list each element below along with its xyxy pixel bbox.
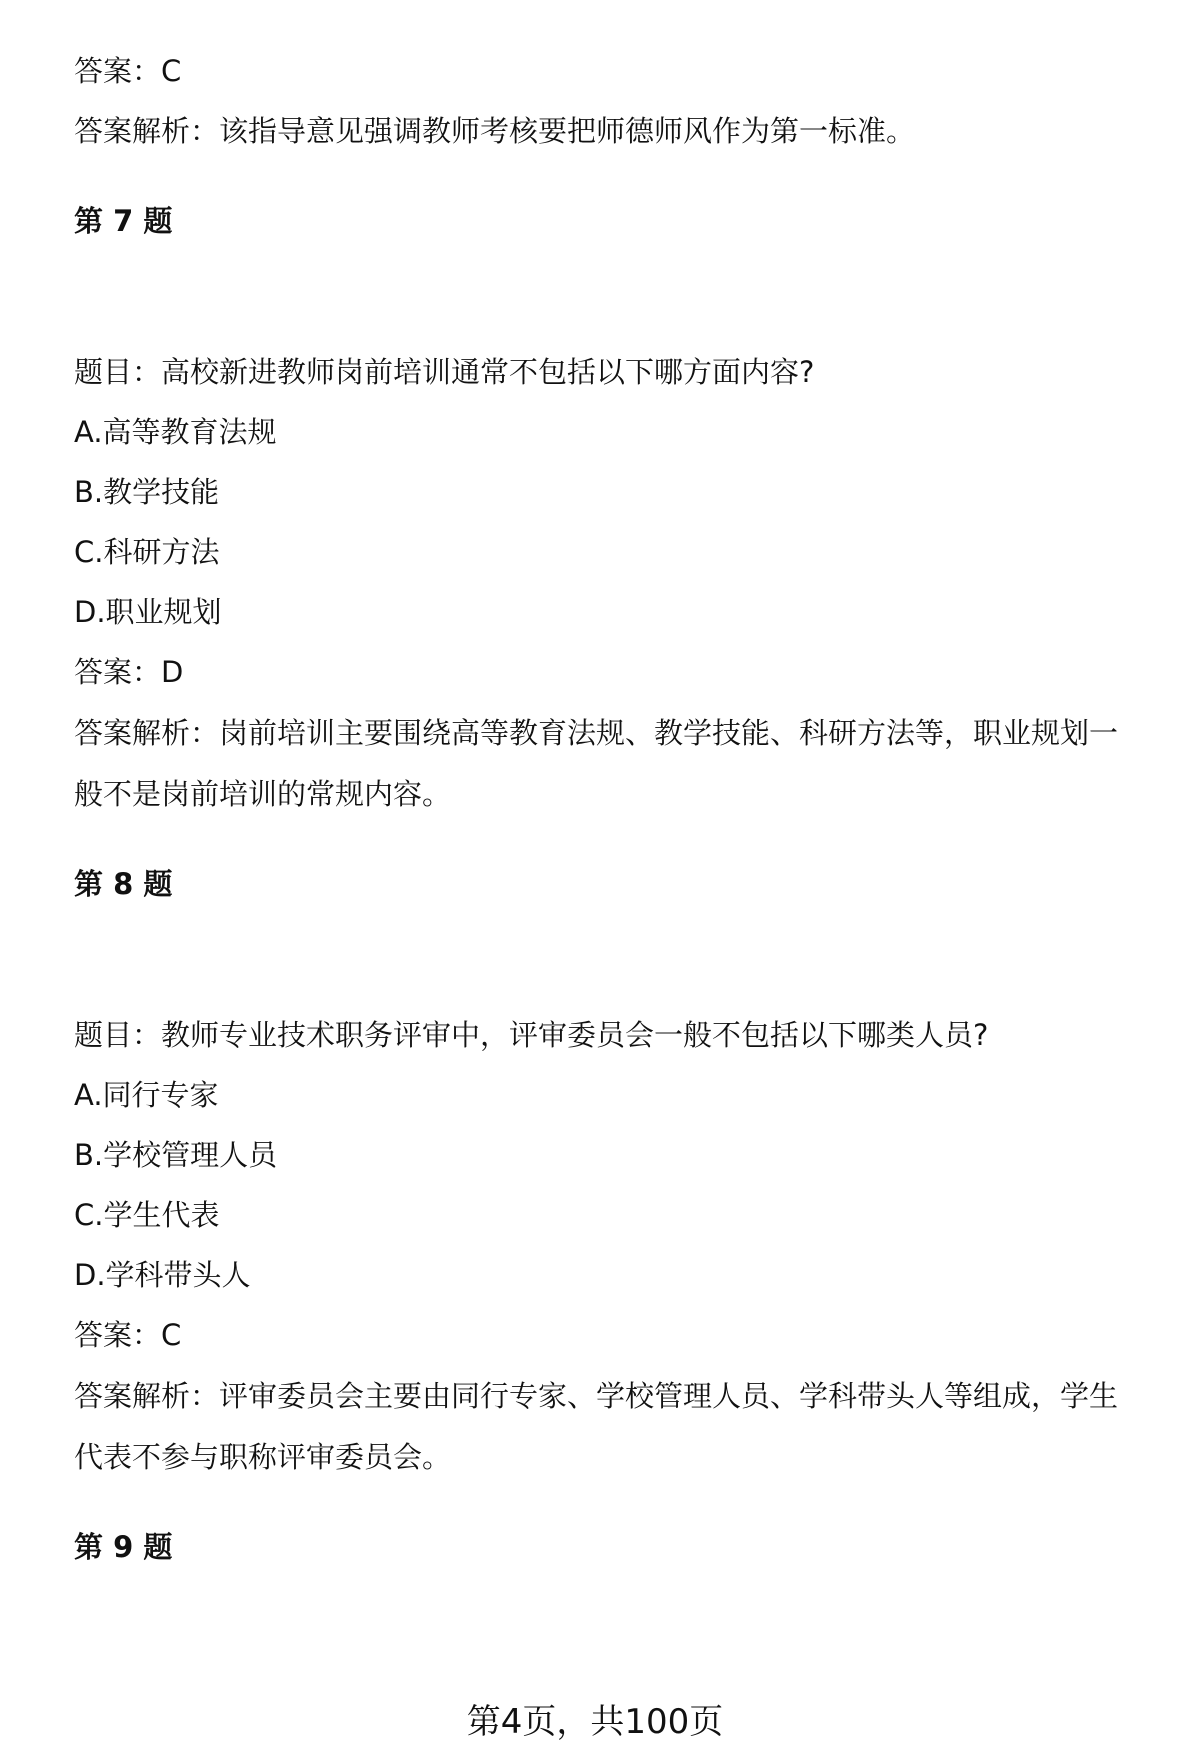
answer-text: 答案：C (74, 54, 182, 88)
option-d: D.学科带头人 (74, 1258, 251, 1292)
option-b: B.教学技能 (74, 475, 220, 509)
answer-analysis-text: 答案解析：评审委员会主要由同行专家、学校管理人员、学科带头人等组成，学生 (74, 1379, 1119, 1413)
answer-analysis-text: 答案解析：该指导意见强调教师考核要把师德师风作为第一标准。 (74, 114, 916, 148)
question-heading-7: 第 7 题 (74, 204, 173, 238)
option-c: C.科研方法 (74, 535, 220, 569)
answer-analysis-text: 答案解析：岗前培训主要围绕高等教育法规、教学技能、科研方法等，职业规划一 (74, 716, 1119, 750)
question-text-7: 题目：高校新进教师岗前培训通常不包括以下哪方面内容? (74, 355, 815, 389)
option-a: A.同行专家 (74, 1078, 219, 1112)
answer-text: 答案：D (74, 655, 184, 689)
option-d: D.职业规划 (74, 595, 222, 629)
answer-analysis-text: 代表不参与职称评审委员会。 (74, 1440, 452, 1474)
answer-analysis-text: 般不是岗前培训的常规内容。 (74, 777, 452, 811)
option-b: B.学校管理人员 (74, 1138, 278, 1172)
answer-text: 答案：C (74, 1318, 182, 1352)
question-text-8: 题目：教师专业技术职务评审中，评审委员会一般不包括以下哪类人员? (74, 1018, 989, 1052)
question-heading-9: 第 9 题 (74, 1530, 173, 1564)
question-heading-8: 第 8 题 (74, 867, 173, 901)
page-number: 第4页，共100页 (466, 1702, 724, 1742)
option-a: A.高等教育法规 (74, 415, 277, 449)
option-c: C.学生代表 (74, 1198, 220, 1232)
